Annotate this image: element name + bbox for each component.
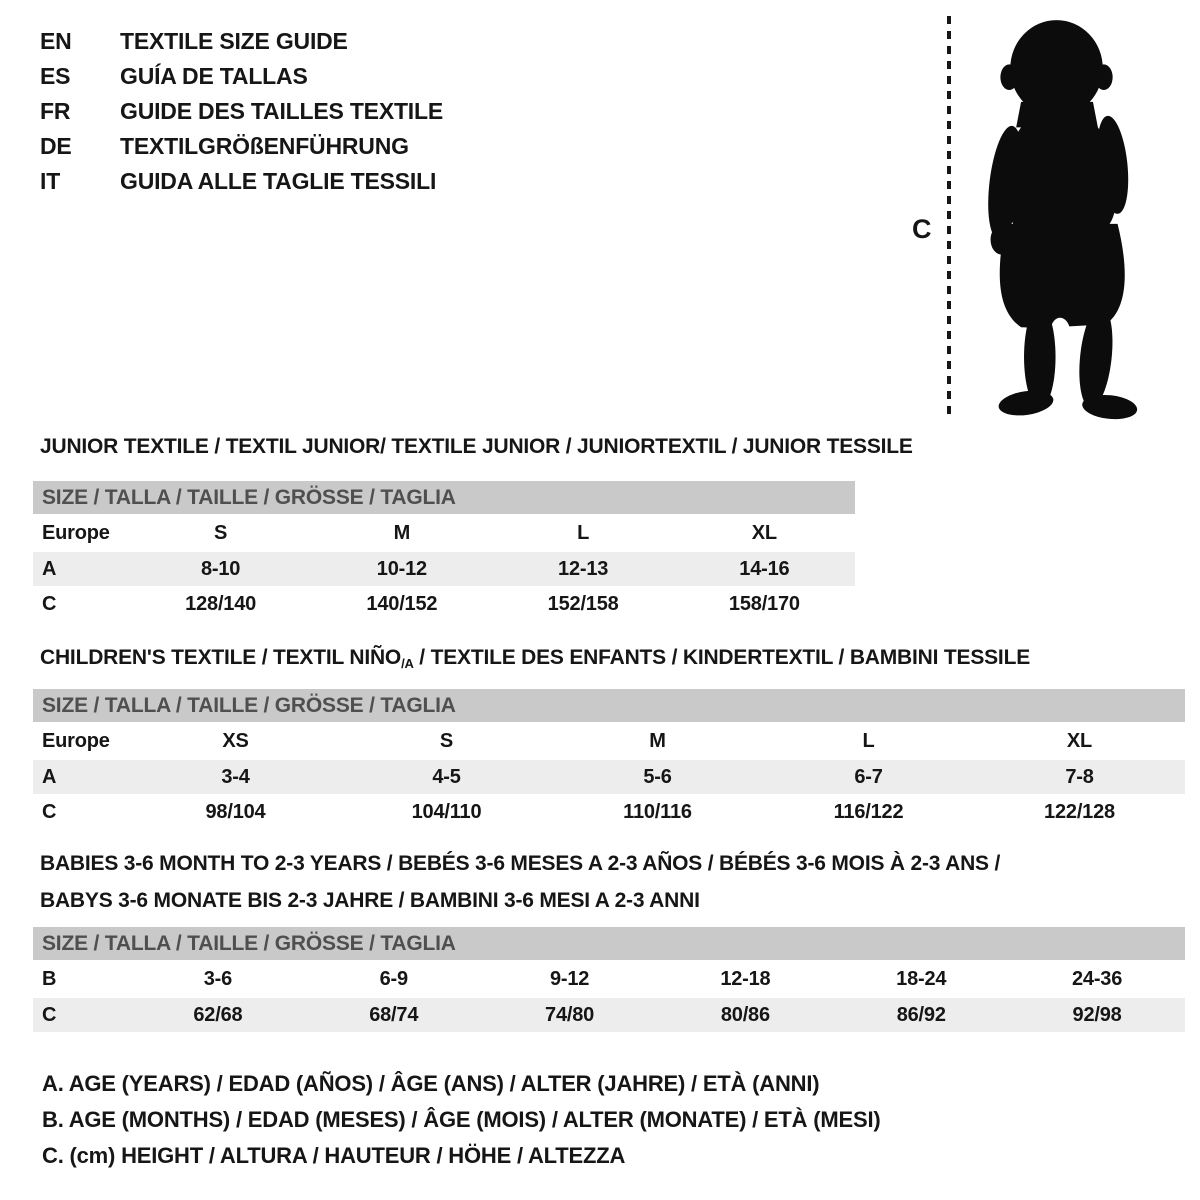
table-row-europe	[33, 514, 855, 552]
row-label: C	[42, 1003, 57, 1026]
guide-title-es: GUÍA DE TALLAS	[120, 63, 308, 89]
height-value: 158/170	[728, 593, 800, 615]
size-header-bar: SIZE / TALLA / TAILLE / GRÖSSE / TAGLIA	[33, 481, 855, 514]
language-code: FR	[40, 98, 71, 124]
age-value: 3-4	[221, 765, 250, 788]
language-title-list	[40, 24, 443, 199]
height-value: 128/140	[185, 593, 257, 615]
babies-title-line2: BABYS 3-6 MONATE BIS 2-3 JAHRE / BAMBINI 3-6 MESI A 2-3 ANNI	[40, 889, 700, 912]
age-value: 10-12	[376, 557, 427, 580]
legend-line-b: B. AGE (MONTHS) / EDAD (MESES) / ÂGE (MOIS) / ALTER (MONATE) / ETÀ (MESI)	[42, 1107, 881, 1132]
size-value: L	[577, 521, 590, 544]
guide-title-de: TEXTILGRÖßENFÜHRUNG	[120, 133, 409, 159]
children-title-text: CHILDREN'S TEXTILE / TEXTIL NIÑO	[40, 646, 402, 669]
guide-title-fr: GUIDE DES TAILLES TEXTILE	[120, 98, 443, 124]
junior-section-title: JUNIOR TEXTILE / TEXTIL JUNIOR/ TEXTILE JUNIOR / JUNIORTEXTIL / JUNIOR TESSILE	[40, 435, 913, 458]
language-row-de	[40, 129, 443, 164]
language-row-fr	[40, 94, 443, 129]
children-title-subscript: /A	[401, 656, 414, 671]
height-dashed-line	[947, 16, 951, 416]
size-header-bar: SIZE / TALLA / TAILLE / GRÖSSE / TAGLIA	[33, 927, 1185, 960]
children-section-title	[40, 644, 1030, 678]
legend	[42, 1066, 880, 1174]
guide-title-en: TEXTILE SIZE GUIDE	[120, 28, 348, 54]
toddler-silhouette	[962, 14, 1154, 424]
height-value: 68/74	[369, 1003, 419, 1026]
babies-section-title	[40, 845, 1000, 919]
height-value: 104/110	[411, 801, 482, 823]
language-code: ES	[40, 63, 71, 89]
months-value: 9-12	[549, 967, 590, 990]
height-value: 86/92	[896, 1003, 946, 1026]
months-value: 24-36	[1071, 967, 1123, 990]
row-label: Europe	[42, 729, 110, 752]
size-value: S	[214, 521, 228, 544]
language-code: IT	[40, 168, 61, 194]
months-value: 18-24	[896, 967, 947, 990]
age-value: 7-8	[1065, 765, 1094, 788]
children-title-text: / TEXTILE DES ENFANTS / KINDERTEXTIL / BAMBINI TESSILE	[413, 646, 1031, 669]
table-row-age	[33, 760, 1185, 794]
age-value: 6-7	[854, 765, 883, 788]
size-value: XL	[1066, 729, 1093, 752]
language-code: DE	[40, 133, 72, 159]
language-row-en	[40, 24, 443, 59]
table-row-months	[33, 960, 1185, 998]
row-label: C	[42, 593, 57, 615]
height-value: 62/68	[193, 1003, 243, 1026]
height-value: 140/152	[366, 593, 438, 615]
row-label: Europe	[42, 521, 110, 544]
height-value: 152/158	[547, 593, 619, 615]
table-row-age	[33, 552, 855, 586]
table-row-height	[33, 794, 1185, 831]
size-value: XL	[751, 521, 777, 544]
legend-line-c: C. (cm) HEIGHT / ALTURA / HAUTEUR / HÖHE / ALTEZZA	[42, 1143, 626, 1168]
size-value: M	[649, 729, 666, 752]
age-value: 12-13	[558, 557, 609, 580]
table-row-height	[33, 998, 1185, 1032]
row-label: A	[42, 557, 57, 580]
height-measure-label: C	[912, 214, 932, 244]
height-value: 116/122	[833, 801, 904, 823]
months-value: 3-6	[203, 967, 233, 990]
size-value: XS	[222, 729, 249, 752]
height-value: 110/116	[623, 801, 692, 823]
babies-title-line1: BABIES 3-6 MONTH TO 2-3 YEARS / BEBÉS 3-6 MESES A 2-3 AÑOS / BÉBÉS 3-6 MOIS À 2-3 ANS /	[40, 852, 1001, 875]
row-label: B	[42, 967, 57, 990]
height-value: 98/104	[205, 801, 266, 823]
table-row-europe	[33, 722, 1185, 760]
language-row-it	[40, 164, 443, 199]
height-value: 74/80	[545, 1003, 595, 1026]
size-value: L	[862, 729, 875, 752]
children-size-table	[33, 689, 1185, 831]
junior-size-table	[33, 481, 855, 623]
table-row-height	[33, 586, 855, 623]
height-value: 80/86	[720, 1003, 770, 1026]
height-value: 122/128	[1044, 801, 1115, 823]
size-value: M	[393, 521, 411, 544]
row-label: A	[42, 765, 57, 788]
language-row-es	[40, 59, 443, 94]
legend-line-a: A. AGE (YEARS) / EDAD (AÑOS) / ÂGE (ANS) / ALTER (JAHRE) / ETÀ (ANNI)	[42, 1071, 820, 1096]
months-value: 12-18	[720, 967, 771, 990]
age-value: 4-5	[432, 765, 461, 788]
size-value: S	[439, 729, 454, 752]
age-value: 14-16	[739, 557, 790, 580]
row-label: C	[42, 801, 57, 823]
age-value: 5-6	[643, 765, 672, 788]
months-value: 6-9	[379, 967, 408, 990]
language-code: EN	[40, 28, 72, 54]
guide-title-it: GUIDA ALLE TAGLIE TESSILI	[120, 168, 437, 194]
height-value: 92/98	[1072, 1003, 1122, 1026]
size-header-bar: SIZE / TALLA / TAILLE / GRÖSSE / TAGLIA	[33, 689, 1185, 722]
babies-size-table	[33, 927, 1185, 1032]
age-value: 8-10	[201, 557, 241, 580]
